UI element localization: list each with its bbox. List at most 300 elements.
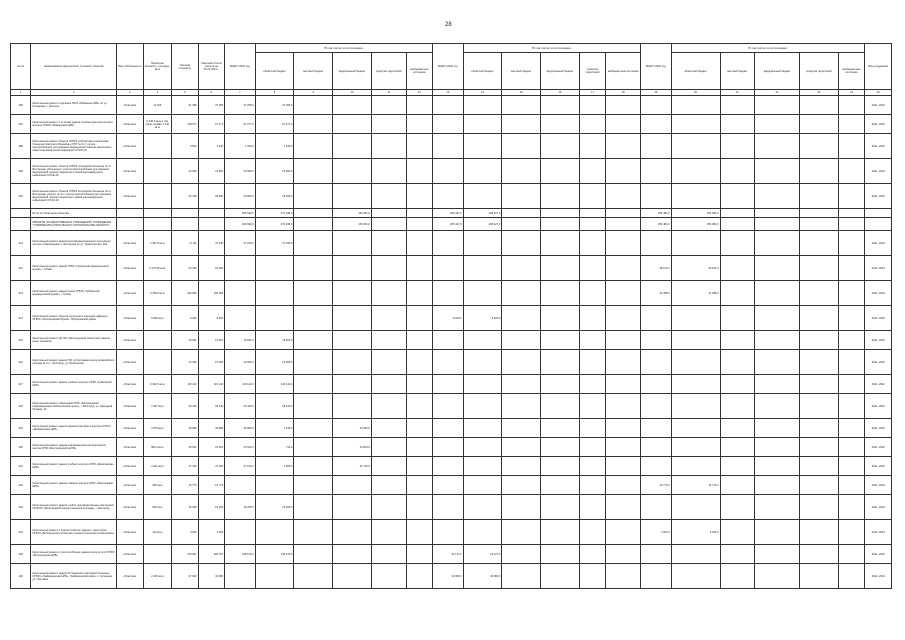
cell-o23 [671,184,720,209]
cell-empty [755,350,800,375]
source-header: федеральный бюджет [755,53,800,90]
cell-f21 [333,115,372,134]
table-row [11,96,892,115]
cell-empty [606,209,641,218]
cell-empty [579,281,606,306]
col-header-name: Наименование мероприятий, строений, объектов [31,44,117,90]
cell-empty [502,306,541,331]
cell-cap [143,331,172,350]
cell-own: областная [117,331,144,350]
cell-o23 [671,231,720,256]
cell-rem: 47 100 [198,457,225,476]
cell-cap: 9 462,6 кв.м [143,375,172,394]
cell-name: ОБЪЕКТЫ ГОСУДАРСТВЕННЫХ УЧРЕЖДЕНИЙ, УЧРЕЖДЕНИЯ "УПРАВЛЕНИЯ КАПИТАЛЬНОГО СТРОИТЕЛЬСТВА ОБЛАСТИ" [31,218,117,231]
column-number: 1 [11,90,31,96]
cell-empty [579,159,606,184]
cell-empty [406,438,433,457]
cell-f21: 154 361,0 [333,218,372,231]
cell-empty [406,457,433,476]
cell-n: 414 [11,306,31,331]
cell-empty [541,331,580,350]
cell-empty [755,115,800,134]
cell-t22 [433,520,464,545]
cell-f21 [333,134,372,159]
cell-empty [606,350,641,375]
cell-name: Капитальный ремонт объекта ОГБУЗ «Городская больница № 2 г. Белгорода» (корпус № 3) с учетом приспособления для оказания медицинской помощи пациентам с новой коронавирусной инфекцией COVID-19 [31,184,117,209]
cell-n [11,218,31,231]
cell-o23: 28 162,0 [671,256,720,281]
cell-b21 [371,375,406,394]
table-row [11,495,892,520]
cell-cost: 115 142 [172,375,199,394]
cell-empty [502,350,541,375]
cell-name: Капитальный ремонт здания информационно-методического центра ОГБУ «Белгородский ЦНТИ» [31,438,117,457]
table-row [11,438,892,457]
cell-fund: 2021 -2022 [865,231,892,256]
cell-empty [606,564,641,589]
cell-cap: 2 337 кв.м [143,394,172,419]
cell-empty [606,331,641,350]
cell-own: областная [117,159,144,184]
cell-t21: 138 670,0 [225,545,256,564]
cell-name: Капитальный ремонт ЦК ГБУ «Белгородская областная станция юных техников» [31,331,117,350]
cell-cap: 1 876 кв.м [143,419,172,438]
cell-t22 [433,96,464,115]
cell-empty [541,476,580,495]
cell-t21: 625 699,0 [225,209,256,218]
cell-empty [800,495,839,520]
cell-cost: 106 666 [172,281,199,306]
cell-t21 [225,306,256,331]
cell-empty [406,134,433,159]
cell-t22 [433,375,464,394]
cell-empty [720,394,755,419]
cell-empty [406,256,433,281]
cell-t23 [641,96,672,115]
cell-empty [606,394,641,419]
cell-t23 [641,457,672,476]
cell-empty [606,218,641,231]
cell-own: областная [117,375,144,394]
cell-empty [755,159,800,184]
column-number: 11 [371,90,406,96]
cell-empty [502,476,541,495]
cell-empty [606,231,641,256]
cell-o21: 47 030,0 [255,231,294,256]
cell-rem: 33 440 [198,394,225,419]
cell-rem: 100 655 [198,281,225,306]
cell-cap: 2 160 кв.м [143,564,172,589]
cell-t22 [433,134,464,159]
cell-empty [579,331,606,350]
cell-m21 [294,438,333,457]
cell-empty [606,115,641,134]
cell-t22: 265 427,0 [433,218,464,231]
table-row [11,184,892,209]
cell-empty [720,115,755,134]
cell-t22 [433,331,464,350]
cell-own: областная [117,281,144,306]
cell-empty [755,457,800,476]
cell-empty [720,457,755,476]
cell-empty [406,350,433,375]
cell-o21 [255,476,294,495]
cell-t23: 3 266,0 [641,520,672,545]
cell-rem: 115 142 [198,375,225,394]
cell-name: Капитальный ремонт здания учебного корпуса ОГБУ «Губкинский ЦРБ» [31,375,117,394]
cell-empty [606,476,641,495]
cell-empty [606,184,641,209]
cell-empty [755,331,800,350]
cell-empty [800,476,839,495]
cell-empty [606,306,641,331]
cell-empty [502,281,541,306]
cell-o21: 472 338,0 [255,209,294,218]
cell-fund: 2021 -2022 [865,96,892,115]
cell-t23: 254 484,0 [641,218,672,231]
cell-empty [541,438,580,457]
cell-t21: 626 699,0 [225,218,256,231]
cell-cost: 47 100 [172,457,199,476]
cell-fund: 2021 -2022 [865,184,892,209]
cell-empty [720,218,755,231]
cell-empty [502,545,541,564]
cell-rem: 43 080 [198,564,225,589]
cell-t21: 24 524,0 [225,438,256,457]
cell-t21: 15 561,0 [225,331,256,350]
cell-t21: 23 990,0 [225,159,256,184]
cell-o22 [463,96,502,115]
cell-rem [198,218,225,231]
cell-rem: 13 065 [198,350,225,375]
cell-name: Капитальный ремонт здания административного корпуса ОГБУЗ «Шебекинская ЦРБ» [31,419,117,438]
cell-f21: 34 520,0 [333,419,372,438]
cell-cap [143,545,172,564]
cell-empty [502,96,541,115]
cell-empty [406,545,433,564]
cell-o22 [463,115,502,134]
cell-cap [143,184,172,209]
cell-empty [541,96,580,115]
group-header-2022: В том числе по источникам: [463,44,640,53]
cell-t23 [641,350,672,375]
table-row [11,476,892,495]
cell-o22 [463,159,502,184]
column-number: 25 [865,90,892,96]
cell-empty [755,394,800,419]
cell-n: 413 [11,281,31,306]
cell-rem: 1 340 [198,134,225,159]
cell-rem: 47 030 [198,231,225,256]
cell-empty [755,438,800,457]
column-number: 13 [433,90,464,96]
cell-own: областная [117,350,144,375]
cell-t23: 31 288,0 [641,281,672,306]
cell-cost: 13 065 [172,350,199,375]
cell-own: областная [117,256,144,281]
cell-cap [143,209,172,218]
cell-empty [800,350,839,375]
cell-empty [541,394,580,419]
cell-t21: 37 255,0 [225,96,256,115]
table-row [11,564,892,589]
cell-t23 [641,331,672,350]
cell-empty [800,394,839,419]
cell-t21 [225,256,256,281]
col-header-cost: Сметная стоимость [172,44,199,90]
cell-n: 412 [11,256,31,281]
cell-empty [541,306,580,331]
cell-cap: 4 780,8 кв.м [143,281,172,306]
table-row [11,134,892,159]
cell-o22 [463,476,502,495]
cell-fund: 2023 -2024 [865,281,892,306]
cell-empty [579,520,606,545]
cell-o21: 1 384,0 [255,457,294,476]
cell-o22 [463,457,502,476]
cell-t22: 91 127,0 [433,545,464,564]
cell-name: Капитальный ремонт здания Хотмыжской участковой больницы ОГБУЗ «Грайворонская ЦРБ», Грайворонский район, с. Хотмыжск, ул. Почтовая [31,564,117,589]
cell-empty [541,564,580,589]
table-row [11,350,892,375]
cell-empty [838,419,865,438]
cell-empty [579,256,606,281]
cell-t21: 29 990,0 [225,184,256,209]
cell-empty [838,350,865,375]
cell-name: Итого по областным объектам [31,209,117,218]
cell-empty [579,96,606,115]
cell-fund: 2021 -2022 [865,419,892,438]
cell-o23 [671,331,720,350]
cell-empty [541,256,580,281]
cell-o22: 43 080,0 [463,564,502,589]
cell-name: Капитальный ремонт здания учебно-производственных мастерских ОГАПОУ «Белгородский индустриальный колледж», г. Белгород [31,495,117,520]
cell-n: 420 [11,438,31,457]
cell-b21 [371,281,406,306]
cell-b21 [371,209,406,218]
cell-empty [406,96,433,115]
cell-empty [406,495,433,520]
cell-empty [541,281,580,306]
cell-name: Капитальный ремонт зданий ОГБУ «Губкинский краеведческий музей» г. Губкин [31,256,117,281]
cell-f21 [333,545,372,564]
table-row [11,159,892,184]
cell-o22 [463,375,502,394]
table-row [11,256,892,281]
cell-empty [541,520,580,545]
table-row [11,375,892,394]
cell-name: Капитальный ремонт здания ГБУ «Спортивная школа олимпийского резерва № 2», г. Белгород, ул. Вокзальная [31,350,117,375]
cell-empty [755,96,800,115]
cell-rem: 37 255 [198,96,225,115]
source-header: внебюджетные источники [406,53,433,90]
cell-fund: 2021 -2022 [865,115,892,134]
cell-m21 [294,520,333,545]
table-row [11,281,892,306]
cell-own: областная [117,306,144,331]
cell-empty [579,394,606,419]
cell-t21: 16 256,0 [225,495,256,520]
cell-empty [800,231,839,256]
cell-empty [720,350,755,375]
cell-empty [720,520,755,545]
cell-t22 [433,350,464,375]
cell-t23 [641,159,672,184]
cell-t21: 97 277,0 [225,115,256,134]
cell-t21: 115 142,0 [225,375,256,394]
cell-empty [502,256,541,281]
cell-cap: 5 240,0 кв.м в том числе подвал 1 136 кв.м [143,115,172,134]
cell-empty [606,495,641,520]
source-header: областной бюджет [255,53,294,90]
cell-empty [541,375,580,394]
cell-f21: 153 361,0 [333,209,372,218]
source-header: местный бюджет [720,53,755,90]
cell-t21: 1 340,0 [225,134,256,159]
cell-rem: 49 989 [198,419,225,438]
cell-empty [406,476,433,495]
column-number: 5 [172,90,199,96]
cell-empty [579,545,606,564]
source-header: внебюджетные источники [606,53,641,90]
col-header-number: № п/п [11,44,31,90]
column-number: 9 [294,90,333,96]
cell-m21 [294,96,333,115]
cell-n: 418 [11,394,31,419]
cell-name: Капитальный ремонт отделения ГБУЗ «Районная ЦРБ» по ул. Гончарова, с. Красное [31,96,117,115]
cell-n: 417 [11,375,31,394]
cell-t23: 15 773,0 [641,476,672,495]
cell-o23 [671,394,720,419]
cell-t23 [641,115,672,134]
cell-cost: 379 297 [172,545,199,564]
cell-b21 [371,564,406,589]
cell-o21 [255,520,294,545]
cell-empty [838,394,865,419]
source-header: местный бюджет [294,53,333,90]
cell-cap: 5 175,25 кв.м [143,256,172,281]
cell-own: областная [117,495,144,520]
cell-n: 425 [11,545,31,564]
cell-o21: 13 065,0 [255,350,294,375]
cell-o21: 1 340,0 [255,134,294,159]
cell-empty [800,331,839,350]
cell-own: областная [117,231,144,256]
cell-empty [800,545,839,564]
cell-fund: 2022 -2023 [865,306,892,331]
cell-b21 [371,438,406,457]
cell-rem: 23 990 [198,159,225,184]
cell-cap: 110 кв.м [143,520,172,545]
cell-b21 [371,545,406,564]
cell-empty [606,545,641,564]
cell-cap [143,218,172,231]
cell-empty [502,159,541,184]
cell-b21 [371,159,406,184]
cell-o22 [463,184,502,209]
cell-fund: 2021 -2022 [865,331,892,350]
cell-o23 [671,159,720,184]
cell-name: Капитальный ремонт 1-го этажа здания лечебно-диагностического корпуса ОГБУЗ «Ровеньская ЦРБ» [31,115,117,134]
cell-empty [606,256,641,281]
cell-empty [800,438,839,457]
cell-empty [800,375,839,394]
cell-t23 [641,375,672,394]
cell-f21 [333,375,372,394]
cell-t22 [433,231,464,256]
cell-empty [838,564,865,589]
cell-t22: 265 427,0 [433,209,464,218]
cell-o22: 265 427,0 [463,209,502,218]
cell-name: Капитальный ремонт и благоустройство здания и территории ОГБУЗ «Белгородская областная стоматологическая поликлиника» [31,520,117,545]
cell-empty [720,438,755,457]
cell-n: 422 [11,476,31,495]
cell-fund: 2021 -2022 [865,159,892,184]
cell-empty [800,209,839,218]
column-number: 16 [541,90,580,96]
cell-n: 421 [11,457,31,476]
cell-b21 [371,256,406,281]
cell-empty [406,184,433,209]
cell-o21 [255,564,294,589]
cell-fund: 2021 -2022 [865,350,892,375]
cell-empty [606,438,641,457]
cell-t21 [225,520,256,545]
cell-empty [579,438,606,457]
cell-o21: 1 436,0 [255,419,294,438]
cell-name: Капитальный ремонт объекта культурного наследия «Дворец» ОГБУК «Прохоровский Музей», Прохоровский район [31,306,117,331]
cell-o21 [255,306,294,331]
col-header-remainder: Сметный остаток средств на 01.01.2021 г. [198,44,225,90]
cell-own [117,209,144,218]
cell-empty [502,331,541,350]
column-number: 15 [502,90,541,96]
cell-empty [720,209,755,218]
cell-empty [720,256,755,281]
cell-rem: 15 773 [198,476,225,495]
cell-o23: 15 773,0 [671,476,720,495]
cell-t23 [641,495,672,520]
cell-o23: 254 484,0 [671,209,720,218]
cell-empty [502,134,541,159]
cell-empty [579,115,606,134]
cell-cost: 6 500 [172,134,199,159]
cell-rem: 24 524 [198,438,225,457]
cell-name: Капитальный ремонт и приспособление здания корпуса № 2 ОГБУЗ «Белгородская ЦРБ» [31,545,117,564]
cell-m21 [294,218,333,231]
cell-own: областная [117,134,144,159]
cell-t21 [225,281,256,306]
column-number: 24 [838,90,865,96]
cell-f21 [333,281,372,306]
cell-o21: 115 142,0 [255,375,294,394]
cell-empty [502,209,541,218]
cell-t22 [433,159,464,184]
cell-empty [502,419,541,438]
cell-t23 [641,134,672,159]
cell-own: областная [117,394,144,419]
cell-empty [406,209,433,218]
cell-t23: 254 484,0 [641,209,672,218]
cell-o22 [463,438,502,457]
cell-m21 [294,209,333,218]
cell-o21: 472 338,0 [255,218,294,231]
cell-empty [755,256,800,281]
cell-empty [720,419,755,438]
cell-cost: 16 256 [172,495,199,520]
cell-t23 [641,438,672,457]
cell-name: Капитальный ремонт объекта ОГБУЗ «Областная клиническая больница Святителя Иоасафа» (ЛПУ № 2) с учетом приспособления для оказания медицинской помощи пациентам с новой коронавирусной инфекцией COVID-19 [31,134,117,159]
